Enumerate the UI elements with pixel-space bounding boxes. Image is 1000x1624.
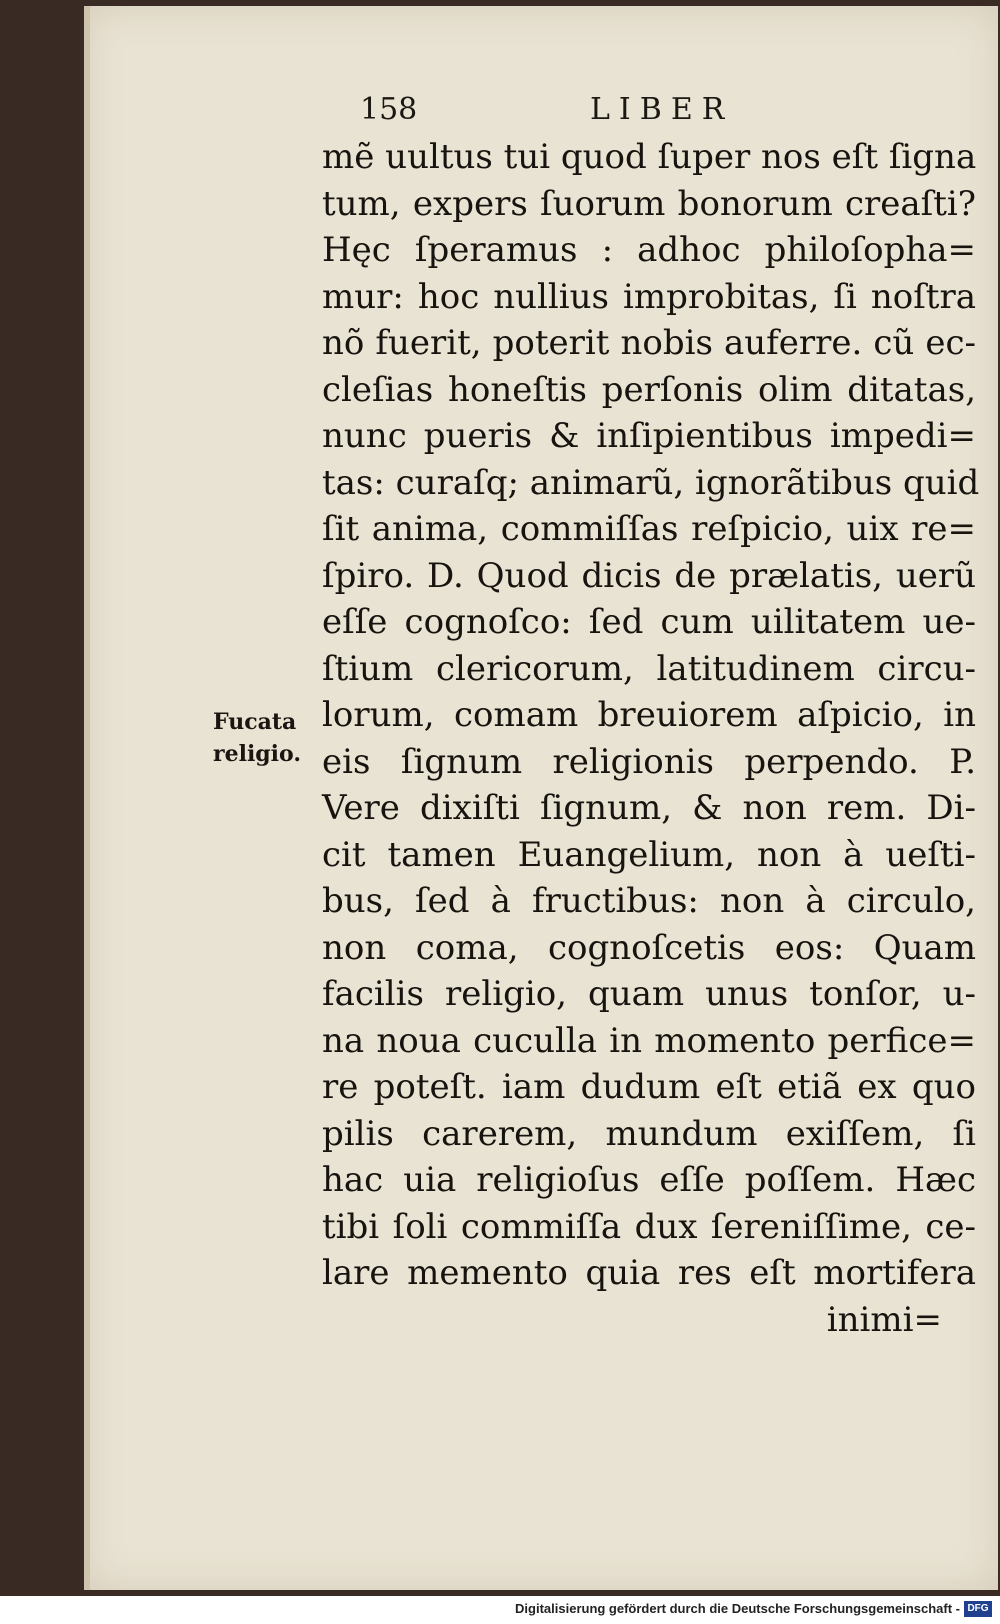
- text-line: ſtium clericorum, latitudinem circu-: [322, 648, 976, 689]
- text-line: mẽ uultus tui quod ſuper nos eſt ſigna: [322, 137, 977, 177]
- text-line: cleſias honeſtis perſonis olim ditatas,: [322, 369, 976, 410]
- text-line: ſpiro. D. Quod dicis de prælatis, uerũ: [322, 555, 976, 596]
- text-line: bus, ſed à fructibus: non à circulo,: [322, 881, 976, 921]
- marginal-note-line: religio.: [213, 741, 301, 767]
- text-line: tum, expers ſuorum bonorum creaſti?: [322, 183, 976, 224]
- text-line: pilis carerem, mundum exiſſem, ſi: [322, 1113, 976, 1154]
- text-line: Vere dixiſti ſignum, & non rem. Di-: [322, 788, 976, 828]
- text-line: non coma, cognoſcetis eos: Quam: [322, 927, 976, 968]
- dfg-logo[interactable]: DFG: [964, 1601, 992, 1617]
- running-head: LIBER: [590, 92, 734, 127]
- text-line: cit tamen Euangelium, non à ueſti-: [322, 834, 976, 875]
- text-line: ſit anima, commiſſas reſpicio, uix re=: [322, 509, 976, 549]
- text-line: eſſe cognoſco: ſed cum uilitatem ue-: [322, 602, 976, 642]
- page-header: [360, 88, 840, 128]
- text-line: facilis religio, quam unus tonſor, u-: [322, 974, 976, 1014]
- text-line: nunc pueris & inſipientibus impedi=: [322, 416, 976, 456]
- text-line: nõ fuerit, poterit nobis auferre. cũ ec-: [322, 323, 976, 363]
- digitization-footer: [0, 1596, 1000, 1624]
- text-line: na noua cuculla in momento perfice=: [322, 1020, 976, 1061]
- main-text-block: [322, 134, 980, 1343]
- page-number: 158: [360, 92, 418, 127]
- catchword: inimi=: [826, 1299, 942, 1340]
- text-line: Hęc ſperamus : adhoc philoſopha=: [322, 230, 976, 270]
- text-line: lorum, comam breuiorem aſpicio, in: [322, 695, 976, 735]
- text-line: mur: hoc nullius improbitas, ſi noſtra: [322, 276, 976, 317]
- page-gutter-edge: [84, 6, 90, 1590]
- text-line: tas: curaſq; animarũ, ignorãtibus quid: [322, 462, 980, 503]
- text-line: hac uia religioſus eſſe poſſem. Hæc: [322, 1160, 976, 1200]
- text-line: lare memento quia res eſt mortifera: [322, 1253, 976, 1293]
- text-line: eis ſignum religionis perpendo. P.: [322, 741, 976, 782]
- text-line: tibi ſoli commiſſa dux ſereniſſime, ce-: [322, 1206, 976, 1247]
- funding-credit: Digitalisierung gefördert durch die Deutsche Forschungsgemeinschaft -: [515, 1601, 960, 1616]
- text-line: re poteſt. iam dudum eſt etiã ex quo: [322, 1067, 976, 1107]
- marginal-note: [213, 706, 301, 770]
- marginal-note-line: Fucata: [213, 709, 297, 735]
